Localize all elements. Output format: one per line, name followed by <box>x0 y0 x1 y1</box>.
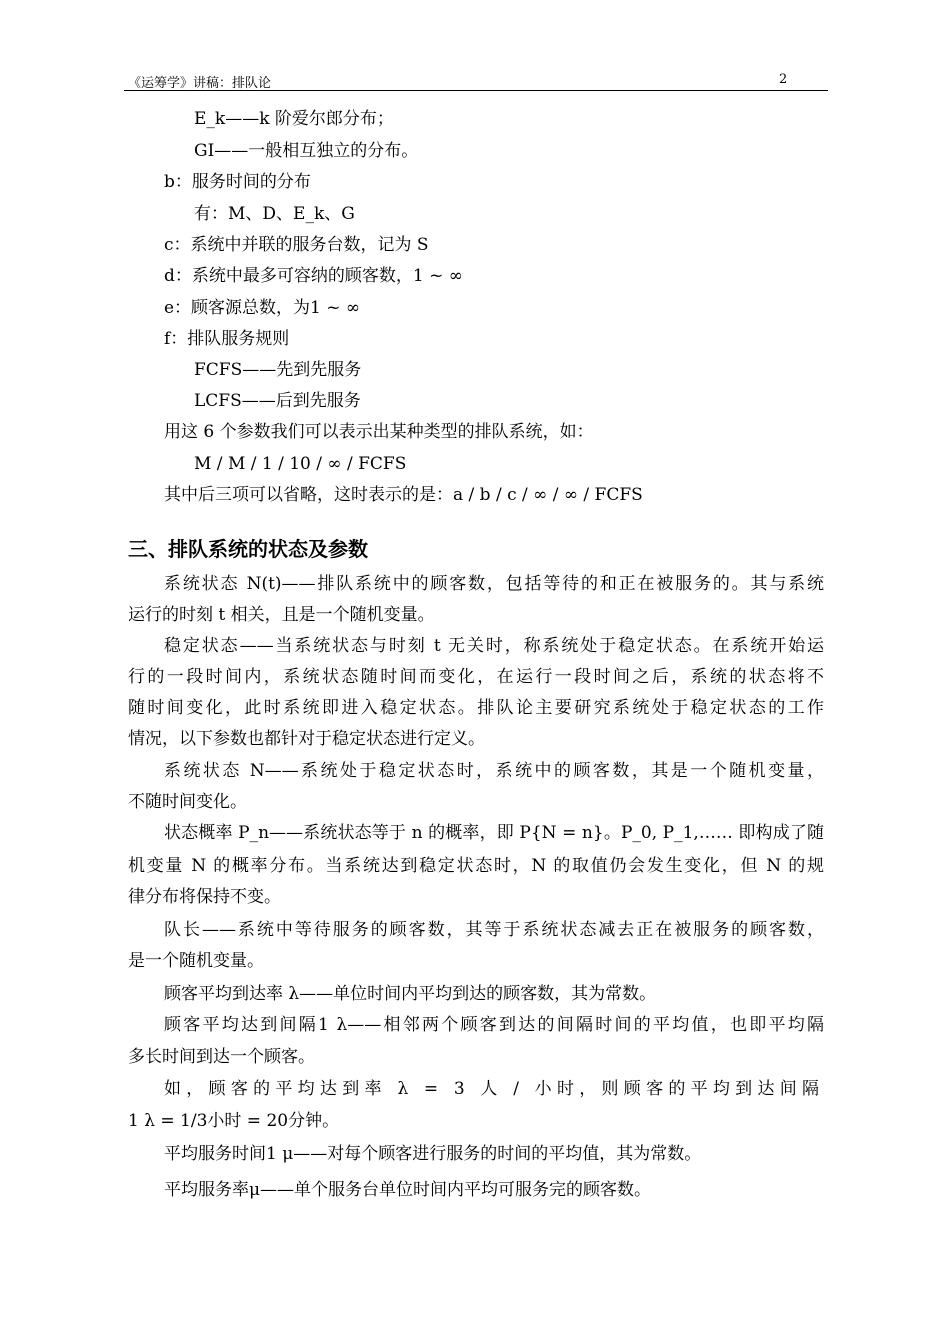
body-line-09: FCFS——先到先服务 <box>194 360 362 380</box>
paragraph-line: 平均服务率μ——单个服务台单位时间内平均可服务完的顾客数。 <box>164 1180 652 1200</box>
paragraph-line: 律分布将保持不变。 <box>128 887 281 907</box>
section-heading: 三、排队系统的状态及参数 <box>128 537 368 561</box>
body-line-08: f：排队服务规则 <box>164 329 290 349</box>
paragraph-line: 随时间变化，此时系统即进入稳定状态。排队论主要研究系统处于稳定状态的工作 <box>128 698 824 718</box>
body-line-01: E_k——k 阶爱尔郎分布； <box>194 109 394 129</box>
paragraph-line: 系统状态 N(t)——排队系统中的顾客数，包括等待的和正在被服务的。其与系统 <box>164 574 824 594</box>
paragraph-line: 运行的时刻 t 相关，且是一个随机变量。 <box>128 605 435 625</box>
paragraph-line: 多长时间到达一个顾客。 <box>128 1047 315 1067</box>
page-number: 2 <box>779 72 788 87</box>
paragraph-line: 平均服务时间1 μ——对每个顾客进行服务的时间的平均值，其为常数。 <box>164 1144 702 1164</box>
page-header-title: 《运筹学》讲稿：排队论 <box>128 76 272 91</box>
paragraph-line: 是一个随机变量。 <box>128 951 264 971</box>
paragraph-line: 如，顾客的平均达到率 λ = 3 人 / 小时，则顾客的平均到达间隔 <box>164 1079 824 1099</box>
body-line-11: 用这 6 个参数我们可以表示出某种类型的排队系统，如： <box>164 422 594 442</box>
body-line-05: c：系统中并联的服务台数，记为 S <box>164 235 429 255</box>
header-rule <box>124 90 828 91</box>
paragraph-line: 状态概率 P_n——系统状态等于 n 的概率，即 P{N = n}。P_0, P_1,…… 即构成了随 <box>164 823 824 843</box>
paragraph-line: 1 λ = 1/3小时 = 20分钟。 <box>128 1111 340 1131</box>
paragraph-line: 情况，以下参数也都针对于稳定状态进行定义。 <box>128 729 485 749</box>
paragraph-line: 机变量 N 的概率分布。当系统达到稳定状态时，N 的取值仍会发生变化，但 N 的规 <box>128 856 824 876</box>
body-line-02: GI——一般相互独立的分布。 <box>194 141 419 161</box>
paragraph-line: 顾客平均到达率 λ——单位时间内平均到达的顾客数，其为常数。 <box>164 984 657 1004</box>
body-line-03: b：服务时间的分布 <box>164 172 311 192</box>
paragraph-line: 稳定状态——当系统状态与时刻 t 无关时，称系统处于稳定状态。在系统开始运 <box>164 636 824 656</box>
body-line-12: M / M / 1 / 10 / ∞ / FCFS <box>194 454 407 474</box>
paragraph-line: 系统状态 N——系统处于稳定状态时，系统中的顾客数，其是一个随机变量， <box>164 761 824 781</box>
paragraph-line: 行的一段时间内，系统状态随时间而变化，在运行一段时间之后，系统的状态将不 <box>128 667 824 687</box>
paragraph-line: 不随时间变化。 <box>128 792 247 812</box>
paragraph-line: 顾客平均达到间隔1 λ——相邻两个顾客到达的间隔时间的平均值，也即平均隔 <box>164 1015 824 1035</box>
body-line-07: e：顾客源总数，为1 ~ ∞ <box>164 298 361 318</box>
body-line-10: LCFS——后到先服务 <box>194 391 361 411</box>
body-line-13: 其中后三项可以省略，这时表示的是：a / b / c / ∞ / ∞ / FCFS <box>164 485 643 505</box>
body-line-06: d：系统中最多可容纳的顾客数，1 ~ ∞ <box>164 266 463 286</box>
body-line-04: 有：M、D、E_k、G <box>194 204 355 224</box>
paragraph-line: 队长——系统中等待服务的顾客数，其等于系统状态减去正在被服务的顾客数， <box>164 920 824 940</box>
